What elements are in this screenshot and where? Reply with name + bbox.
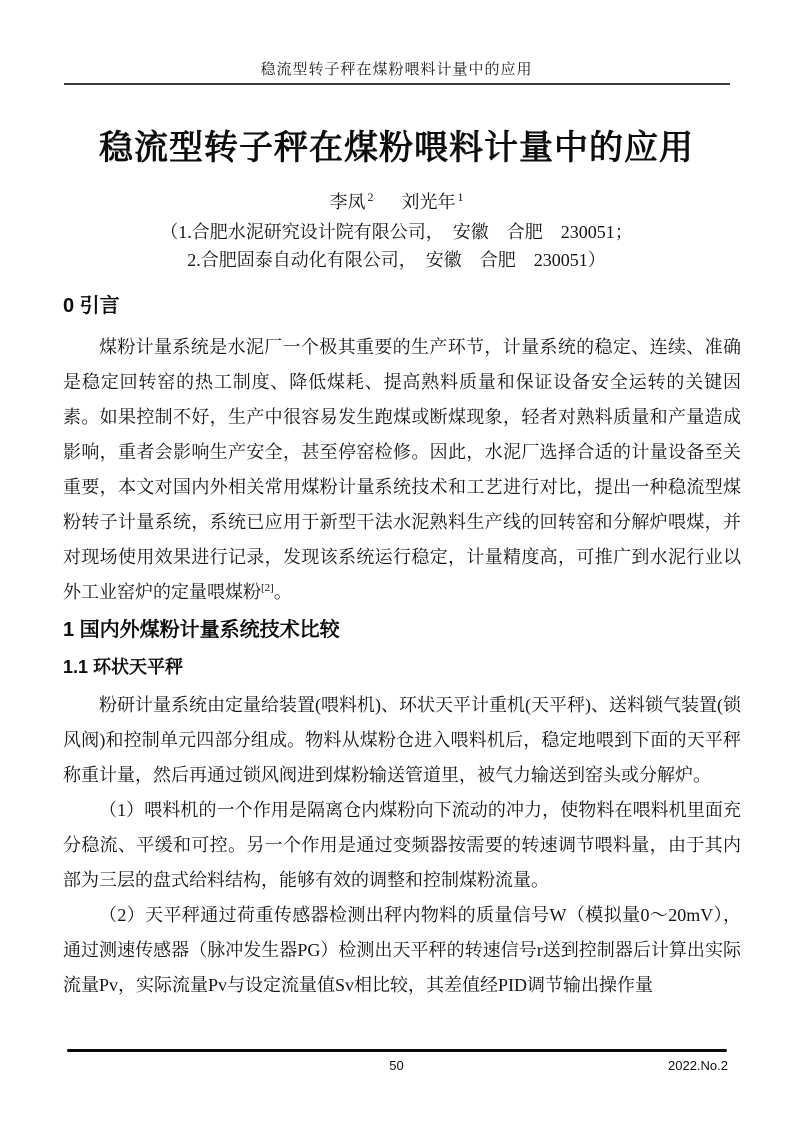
footer-page-number: 50 — [389, 1058, 404, 1073]
body-paragraph — [63, 688, 741, 793]
paragraph-text: （1）喂料机的一个作用是隔离仓内煤粉向下流动的冲力，使物料在喂料机里面充分稳流、平缓和可控。另一个作用是通过变频器按需要的转速调节喂料量，由于其内部为三层的盘式给料结构，能够有效的调整和控制煤粉流量。 — [63, 800, 741, 890]
body-paragraph — [63, 793, 741, 898]
author-name: 李凤 — [329, 192, 366, 212]
footer-rule — [67, 1049, 727, 1052]
citation-superscript: [2] — [261, 582, 274, 594]
author-name: 刘光年 — [401, 192, 456, 212]
header-rule — [64, 83, 730, 85]
author-affiliation-superscript: 1 — [457, 190, 464, 204]
paragraph-text: 粉研计量系统由定量给装置(喂料机)、环状天平计重机(天平秤)、送料锁气装置(锁风阀)和控制单元四部分组成。物料从煤粉仓进入喂料机后，稳定地喂到下面的天平秤称重计量，然后再通过锁风阀进到煤粉输送管道里，被气力输送到窑头或分解炉。 — [63, 695, 741, 785]
article-body — [63, 286, 741, 1003]
authors-line — [0, 188, 793, 214]
author — [402, 192, 464, 212]
body-paragraph — [63, 330, 741, 610]
author-affiliation-superscript: 2 — [367, 190, 374, 204]
subsection-heading: 1.1 环状天平秤 — [63, 657, 184, 677]
paper-title: 稳流型转子秤在煤粉喂料计量中的应用 — [99, 129, 694, 167]
paragraph-text: （2）天平秤通过荷重传感器检测出秤内物料的质量信号W（模拟量0～20mV），通过测速传感器（脉冲发生器PG）检测出天平秤的转速信号r送到控制器后计算出实际流量Pv，实际流量Pv与设定流量值Sv相比较，其差值经PID调节输出操作量 — [63, 905, 741, 995]
running-header-title: 稳流型转子秤在煤粉喂料计量中的应用 — [260, 62, 533, 78]
paragraph-text: 煤粉计量系统是水泥厂一个极其重要的生产环节，计量系统的稳定、连续、准确是稳定回转窑的热工制度、降低煤耗、提高熟料质量和保证设备安全运转的关键因素。如果控制不好，生产中很容易发生跑煤或断煤现象，轻者对熟料质量和产量造成影响，重者会影响生产安全，甚至停窑检修。因此，水泥厂选择合适的计量设备至关重要，本文对国内外相关常用煤粉计量系统技术和工艺进行对比，提出一种稳流型煤粉转子计量系统，系统已应用于新型干法水泥熟料生产线的回转窑和分解炉喂煤，并对现场使用效果进行记录，发现该系统运行稳定，计量精度高，可推广到水泥行业以外工业窑炉的定量喂煤粉 — [63, 337, 741, 602]
section-heading: 1 国内外煤粉计量系统技术比较 — [63, 619, 340, 641]
author — [330, 192, 374, 212]
section-heading: 0 引言 — [63, 295, 120, 317]
footer-issue-label: 2022.No.2 — [668, 1058, 728, 1073]
affiliations-block — [0, 218, 793, 274]
body-paragraph — [63, 898, 741, 1003]
affiliation-line: （1.合肥水泥研究设计院有限公司， 安徽 合肥 230051； — [160, 222, 633, 242]
affiliation-line: 2.合肥固泰自动化有限公司， 安徽 合肥 230051） — [187, 250, 606, 270]
paragraph-text: 。 — [273, 582, 292, 602]
